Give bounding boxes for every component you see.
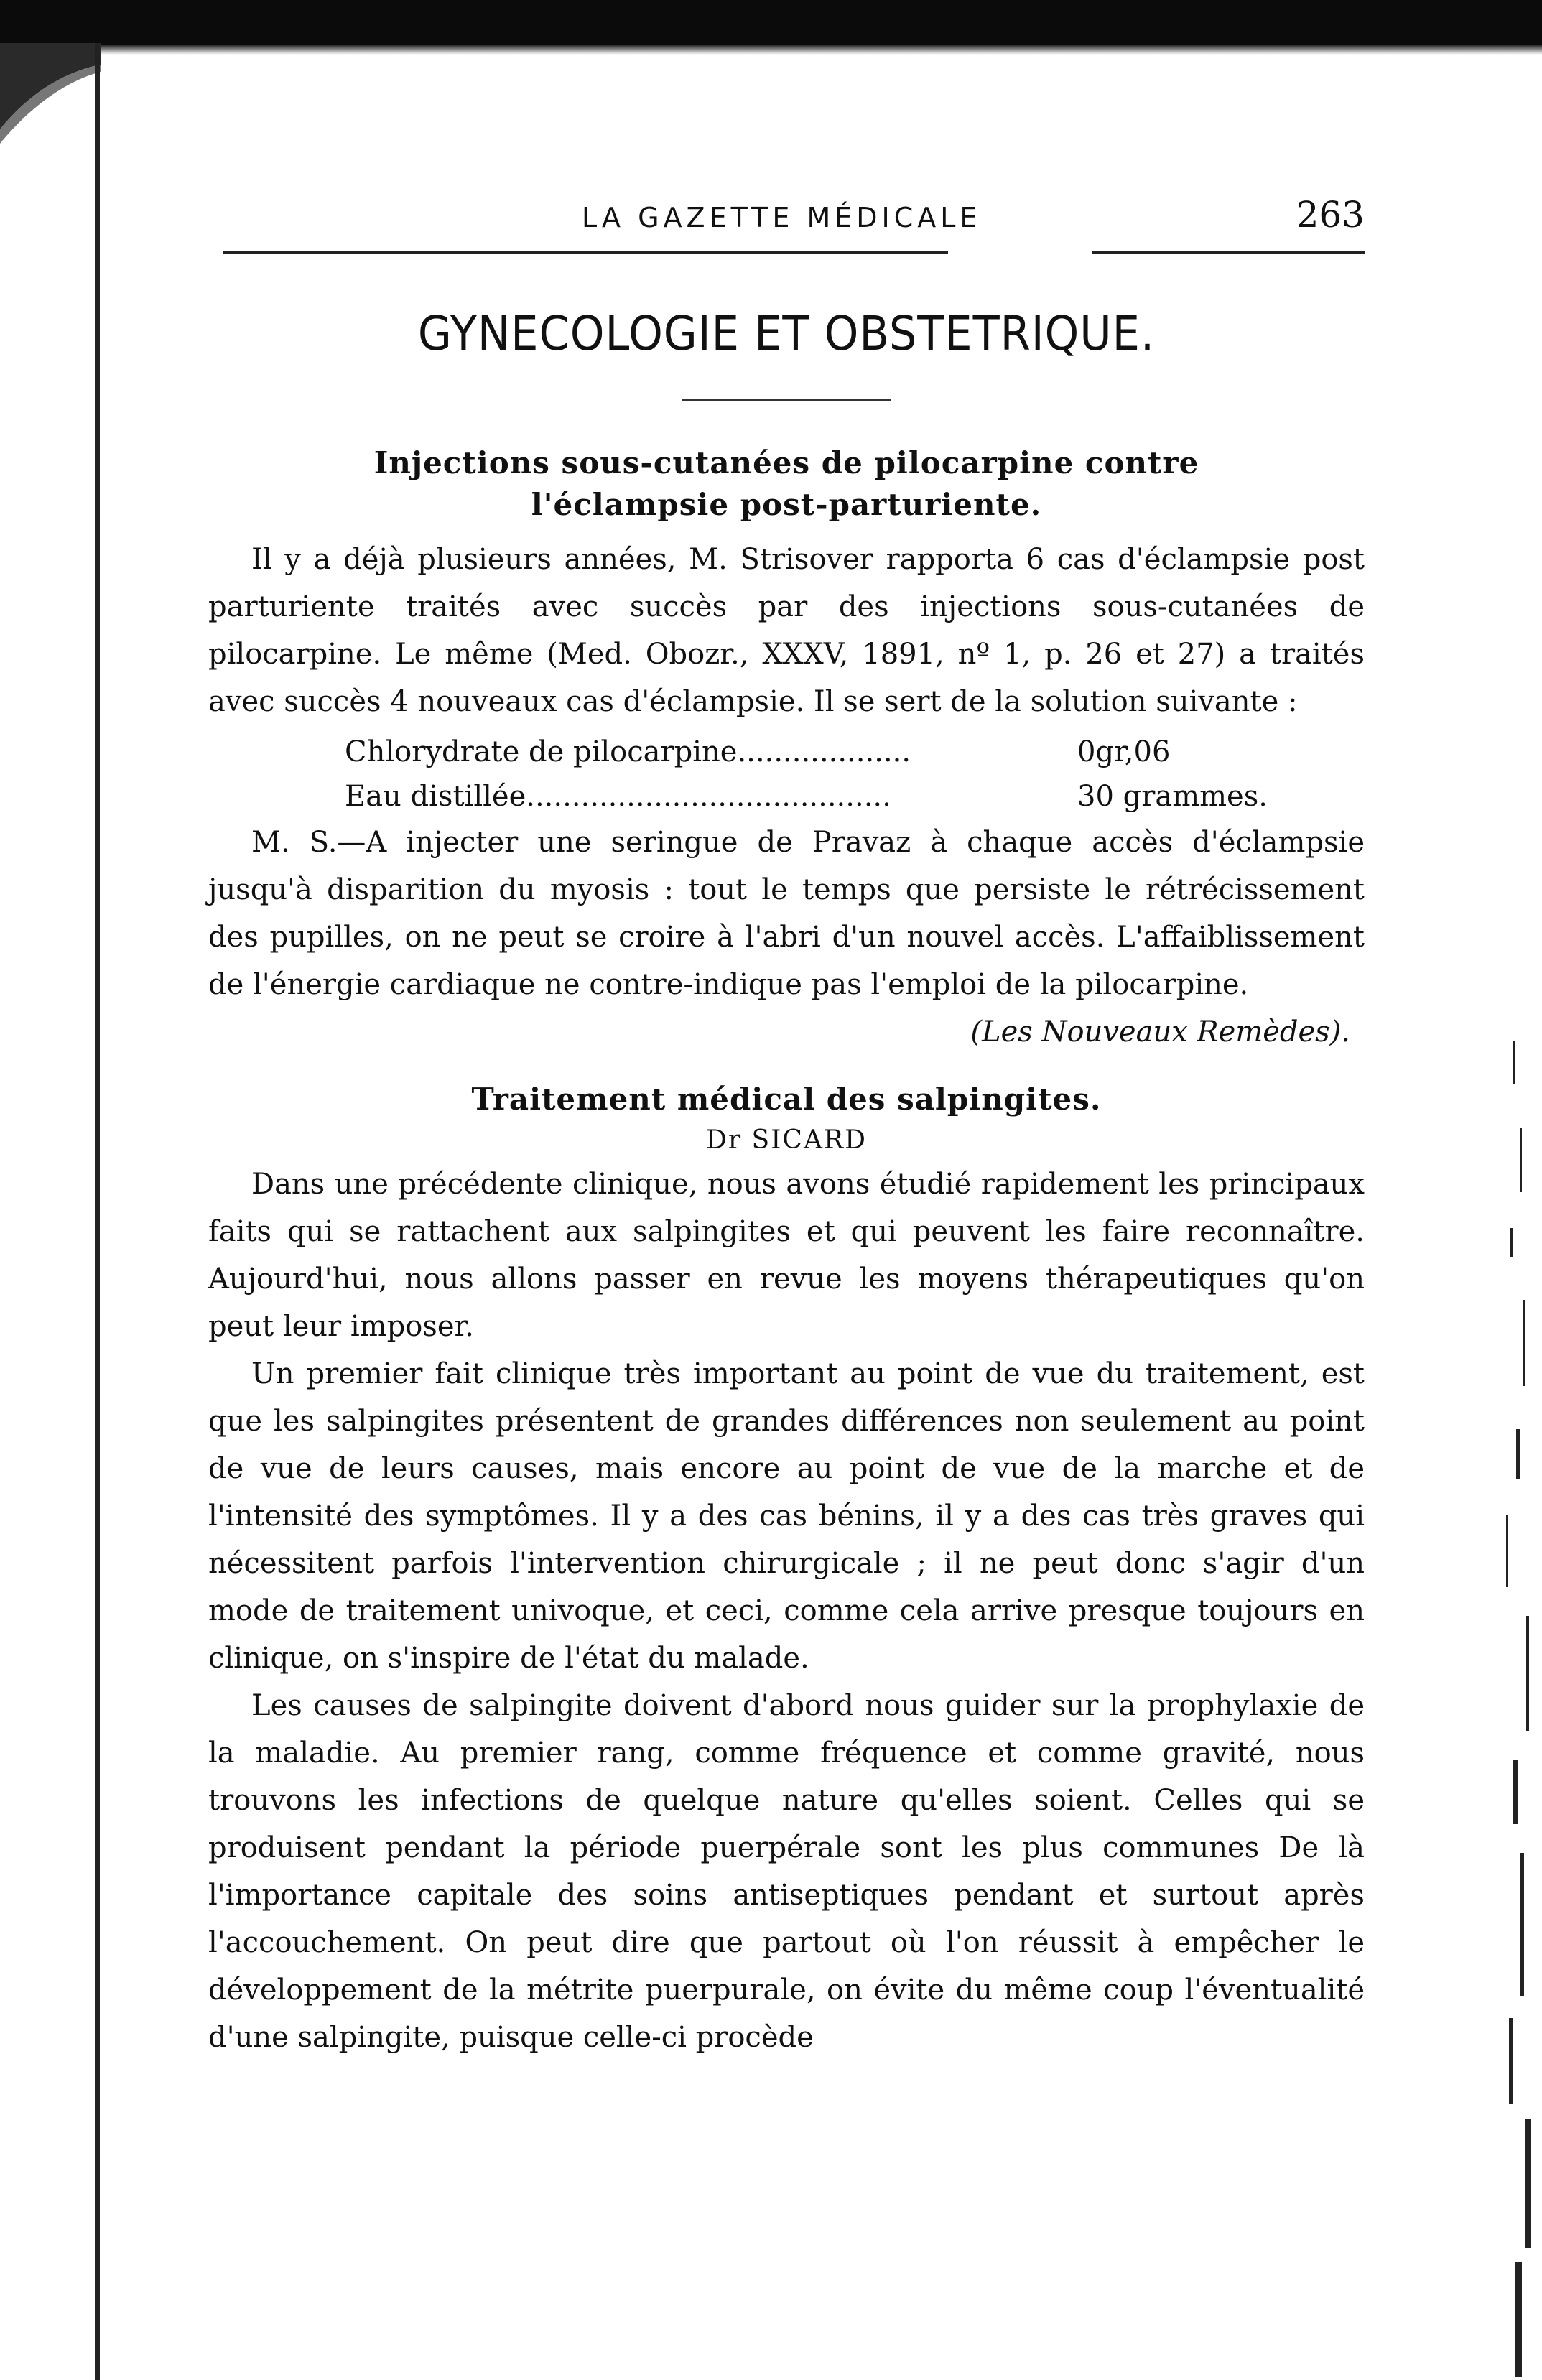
paragraph: M. S.—A injecter une seringue de Pravaz à chaque accès d'éclampsie jusqu'à disparition du myosis : tout le temps que persiste le rétrécissement des pupilles, on ne peut se croire à l'abri d'un nouvel accès. L'affaiblissement de l'énergie cardiaque ne contre-indique pas l'emploi de la pilocarpine. <box>208 826 1365 1001</box>
article-title <box>208 442 1365 526</box>
paragraph: Il y a déjà plusieurs années, M. Strisover rapporta 6 cas d'éclampsie post parturiente traités avec succès par des injections sous-cutanées de pilocarpine. Le même (Med. Obozr., XXXV, 1891, nº 1, p. 26 et 27) a traités avec succès 4 nouveaux cas d'éclampsie. Il se sert de la solution suivante : <box>208 543 1365 718</box>
running-title: LA GAZETTE MÉDICALE <box>582 202 982 233</box>
formula-quantity: 0gr,06 <box>1077 735 1171 768</box>
header-rule-right <box>1092 251 1365 254</box>
formula-row <box>345 730 1365 774</box>
article-title-line: Injections sous-cutanées de pilocarpine contre <box>373 445 1199 480</box>
paragraph: Dans une précédente clinique, nous avons étudié rapidement les principaux faits qui se rattachent aux salpingites et qui peuvent les faire reconnaître. Aujourd'hui, nous allons passer en revue les moyens thérapeutiques qu'on peut leur imposer. <box>208 1168 1365 1343</box>
paragraph: Un premier fait clinique très important au point de vue du traitement, est que les salpingites présentent de grandes différences non seulement au point de vue de leurs causes, mais encore au point de vue de la marche et de l'intensité des symptômes. Il y a des cas bénins, il y a des cas très graves qui nécessitent parfois l'intervention chirurgicale ; il ne peut donc s'agir d'un mode de traitement univoque, et ceci, comme cela arrive presque toujours en clinique, on s'inspire de l'état du malade. <box>208 1357 1365 1675</box>
formula-ingredient: Chlorydrate de pilocarpine................... <box>345 735 911 768</box>
scan-top-border <box>0 0 1542 45</box>
prescription-formula <box>208 730 1365 819</box>
binding-edge <box>95 43 100 2380</box>
article-title: Traitement médical des salpingites. <box>471 1082 1102 1117</box>
page-content <box>208 194 1365 2061</box>
formula-quantity: 30 grammes. <box>1077 780 1268 813</box>
section-divider <box>682 399 891 401</box>
header-rule-left <box>223 251 948 254</box>
formula-row <box>345 774 1365 819</box>
scan-top-shadow <box>0 45 1542 55</box>
header-rules <box>208 236 1365 264</box>
source-citation: (Les Nouveaux Remèdes). <box>970 1015 1350 1049</box>
author-byline: Dr SICARD <box>706 1125 867 1155</box>
scan-edge-noise <box>1463 1041 1542 2377</box>
article-title-line: l'éclampsie post-parturiente. <box>531 487 1042 522</box>
running-header <box>208 194 1365 236</box>
formula-ingredient: Eau distillée........................................ <box>345 780 891 813</box>
paragraph: Les causes de salpingite doivent d'abord nous guider sur la prophylaxie de la maladie. Au premier rang, comme fréquence et comme gravité, nous trouvons les infections de quelque nature qu'elles soient. Celles qui se produisent pendant la période puerpérale sont les plus communes De là l'importance capitale des soins antiseptiques pendant et surtout après l'accouchement. On peut dire que partout où l'on réussit à empêcher le développement de la métrite puerpurale, on évite du même coup l'éventualité d'une salpingite, puisque celle-ci procède <box>208 1689 1365 2054</box>
page-number: 263 <box>1296 194 1365 236</box>
section-title: GYNECOLOGIE ET OBSTETRIQUE. <box>417 306 1156 361</box>
page-curl-artifact <box>0 43 101 144</box>
